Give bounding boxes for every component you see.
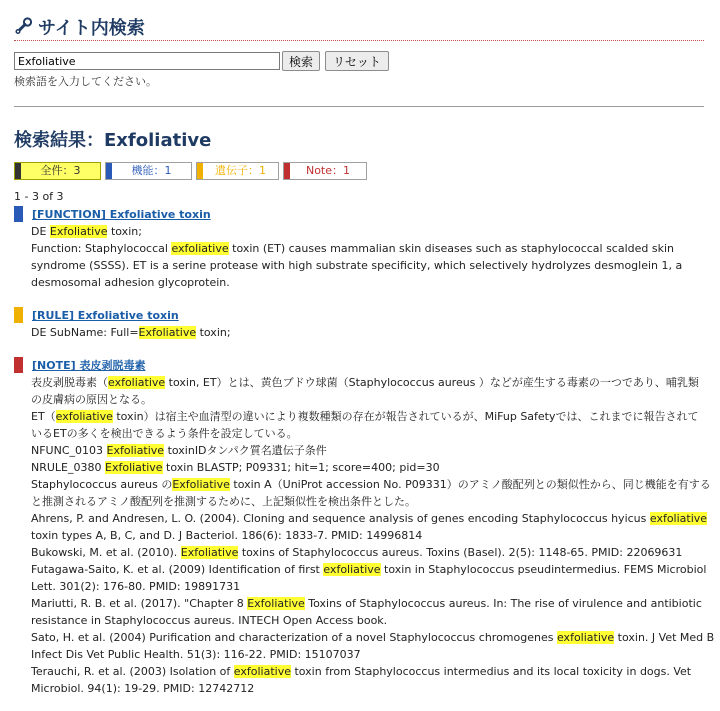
result-line: DE SubName: Full=Exfoliative toxin; [31,326,231,339]
tab-function[interactable] [105,162,192,180]
result-line: いるETの多くを検出できるよう条件を設定している。 [31,427,298,440]
divider [14,106,704,107]
wrench-icon [14,16,34,40]
result-line: Bukowski, M. et al. (2010). Exfoliative toxins of Staphylococcus aureus. Toxins (Basel). 2(5): 1148-65. PMID: 22069631 [31,546,683,559]
search-button[interactable]: 検索 [282,51,320,71]
search-highlight: Exfoliative [138,326,197,339]
result-line: Function: Staphylococcal exfoliative toxin (ET) causes mammalian skin diseases such as staphylococcal scalded skin [31,242,675,255]
search-highlight: exfoliative [171,242,229,255]
results-title: 検索結果：Exfoliative [14,130,212,151]
reset-button[interactable]: リセット [325,51,389,71]
search-highlight: exfoliative [649,512,708,525]
result-title-link[interactable]: [NOTE] 表皮剥脱毒素 [32,359,146,372]
search-highlight: Exfoliative [247,597,305,610]
result-line: Mariutti, R. B. et al. (2017). "Chapter 8 Exfoliative Toxins of Staphylococcus aureus. In: The rise of virulence and antibiotic [31,597,702,610]
tab-gene[interactable] [196,162,279,180]
search-highlight: exfoliative [556,631,615,644]
result-line: Ahrens, P. and Andresen, L. O. (2004). Cloning and sequence analysis of genes encoding Staphylococcus hyicus exfoliative [31,512,708,525]
search-highlight: Exfoliative [105,461,163,474]
tab-note[interactable] [283,162,367,180]
result-body [31,374,715,697]
search-highlight: Exfoliative [49,225,108,238]
search-highlight: Exfoliative [172,478,230,491]
result-body [31,223,696,291]
result-marker [14,357,23,373]
result-line: Futagawa-Saito, K. et al. (2009) Identification of first exfoliative toxin in Staphylococcus pseudintermedius. FEMS Microbiol [31,563,707,576]
result-line: 表皮剥脱毒素（exfoliative toxin, ET）とは、黄色ブドウ球菌（Staphylococcus aureus ）などが産生する毒素の一つであり、哺乳類 [31,376,699,389]
result-count: 1 - 3 of 3 [14,190,64,203]
result-line: Infect Dis Vet Public Health. 51(3): 116-22. PMID: 15107037 [31,648,361,661]
tab-all[interactable] [14,162,101,180]
page-title: サイト内検索 [38,18,145,39]
result-line: Staphylococcus aureus のExfoliative toxin A（UniProt accession No. P09331）のアミノ酸配列との類似性から、同じ機能を有する [31,478,711,491]
result-line: NRULE_0380 Exfoliative toxin BLASTP; P09331; hit=1; score=400; pid=30 [31,461,440,474]
result-line: desmosomal adhesion glycoprotein. [31,276,230,289]
result-line: Sato, H. et al. (2004) Purification and characterization of a novel Staphylococcus chromogenes exfoliative toxin. J Vet Med B [31,631,715,644]
result-line: ET（exfoliative toxin）は宿主や血清型の違いにより複数種類の存在が報告されているが、MiFup Safetyでは、これまでに報告されて [31,410,699,423]
tab-label: 全件：3 [40,164,81,177]
result-item-function [14,206,702,296]
tab-label: 遺伝子：1 [215,164,266,177]
result-marker [14,206,23,222]
result-item-note [14,357,715,707]
result-line: NFUNC_0103 Exfoliative toxinIDタンパク質名遺伝子条件 [31,444,327,457]
search-input[interactable] [14,52,280,70]
tab-label: 機能：1 [131,164,172,177]
search-hint: 検索語を入力してください。 [14,75,157,88]
result-line: resistance in Staphylococcus aureus. INTECH Open Access book. [31,614,388,627]
result-item-rule [14,307,702,347]
tab-label: Note：1 [305,164,351,177]
result-line: Terauchi, R. et al. (2003) Isolation of exfoliative toxin from Staphylococcus intermedius and its local toxicity in dogs. Vet [31,665,692,678]
search-highlight: Exfoliative [180,546,239,559]
result-line: DE Exfoliative toxin; [31,225,142,238]
result-line: toxin types A, B, C, and D. J Bacteriol. 186(6): 1833-7. PMID: 14996814 [31,529,423,542]
result-line: Microbiol. 94(1): 19-29. PMID: 12742712 [31,682,255,695]
result-line: と推測されるアミノ酸配列を推測するために、上記類似性を検出条件とした。 [31,495,416,508]
result-title-link[interactable]: [RULE] Exfoliative toxin [32,309,179,322]
search-highlight: Exfoliative [106,444,165,457]
result-title-link[interactable]: [FUNCTION] Exfoliative toxin [32,208,211,221]
result-line: の皮膚病の原因となる。 [31,393,152,406]
search-highlight: exfoliative [108,376,166,389]
search-highlight: exfoliative [323,563,381,576]
search-highlight: exfoliative [233,665,291,678]
search-highlight: exfoliative [55,410,113,423]
result-marker [14,307,23,323]
result-line: Lett. 301(2): 176-80. PMID: 19891731 [31,580,241,593]
result-body [31,324,696,341]
page-header [14,12,704,41]
result-line: syndrome (SSSS). ET is a serine protease with high substrate specificity, which selectively hydrolyzes desmoglein 1, a [31,259,683,272]
